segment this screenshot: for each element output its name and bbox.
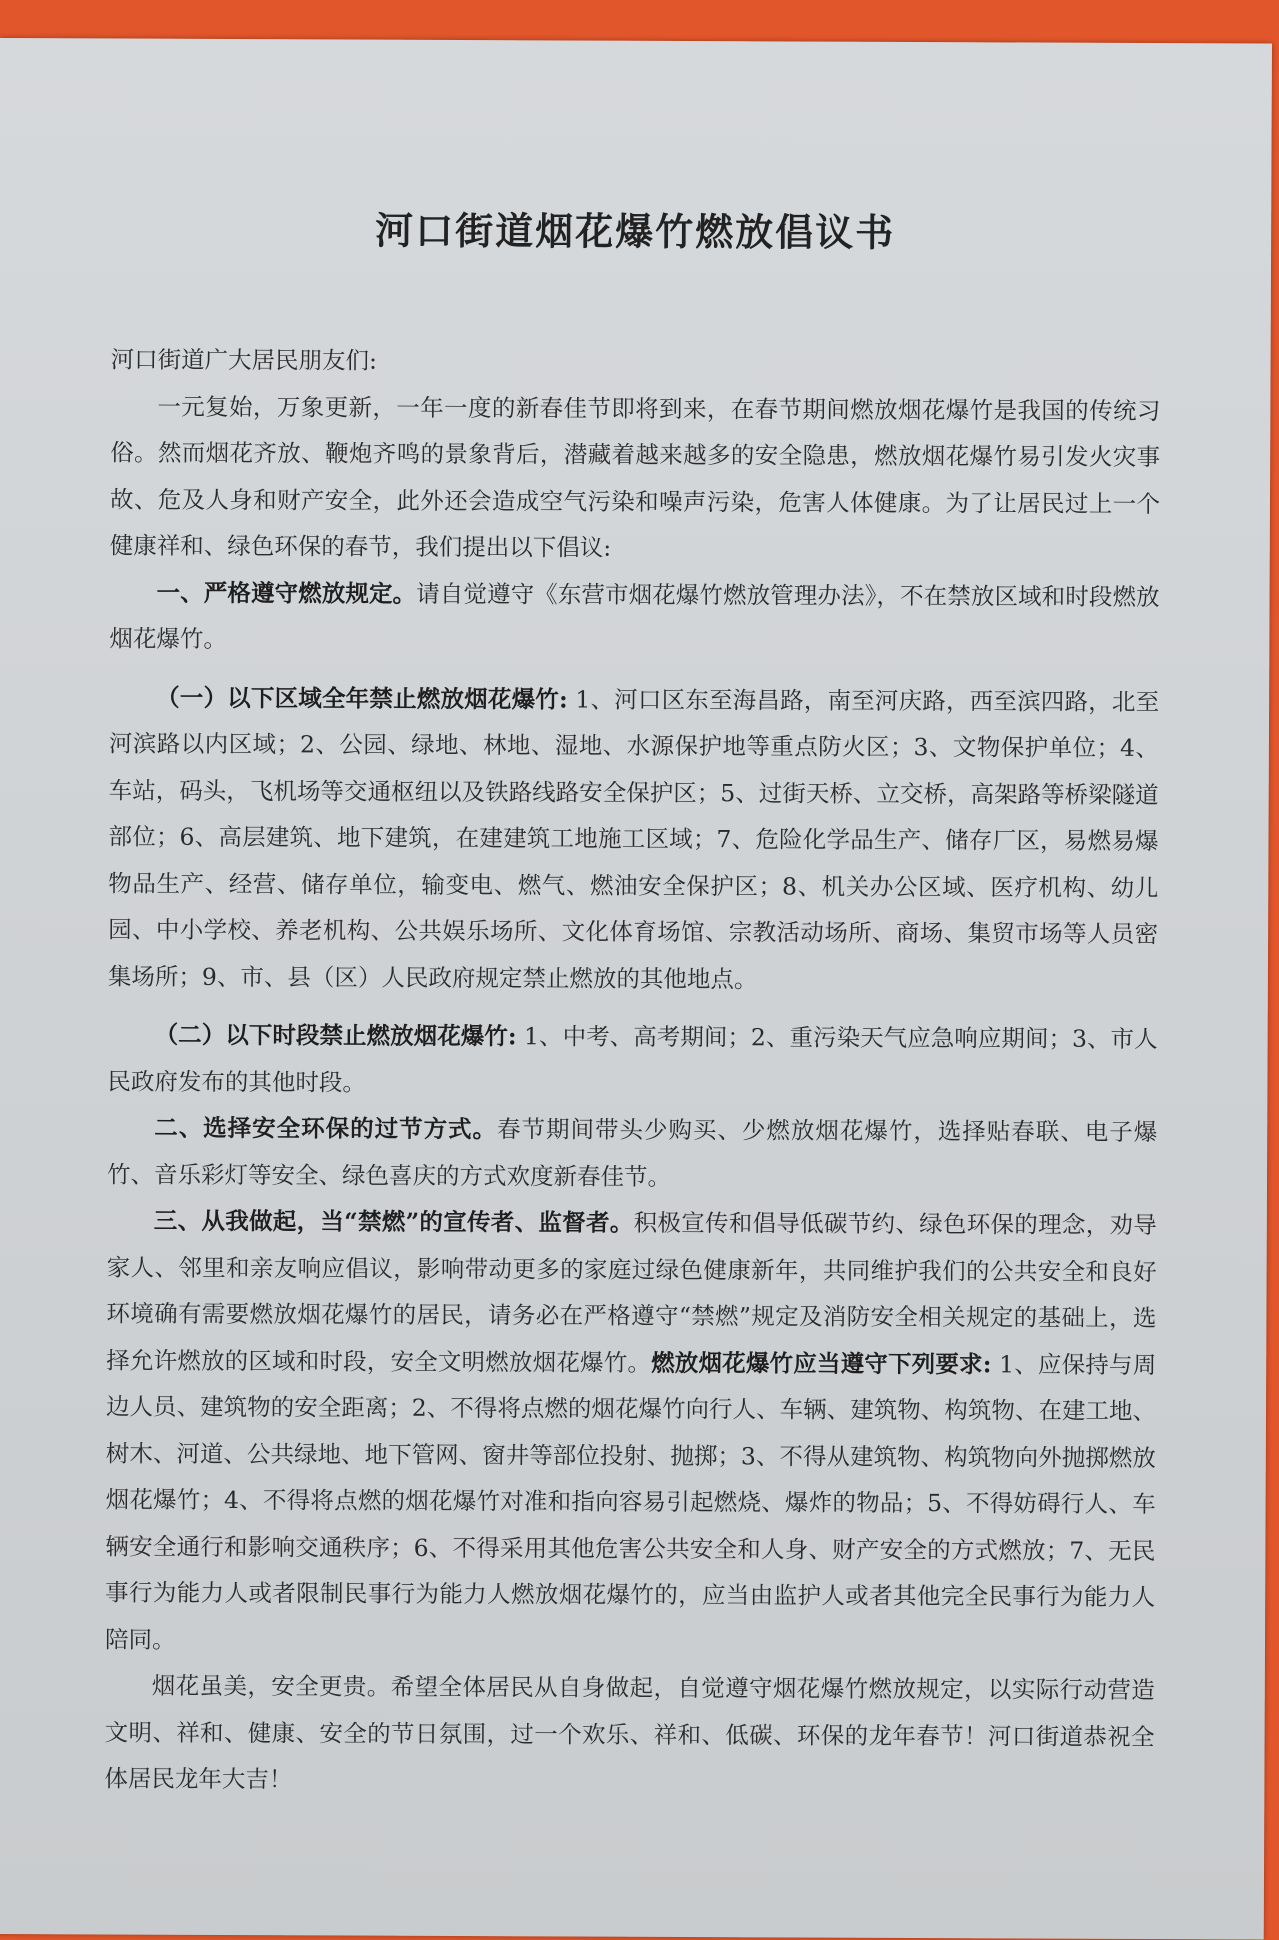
document-body — [104, 336, 1160, 1806]
section-1-sub-1-text: 1、河口区东至海昌路，南至河庆路，西至滨四路，北至河滨路以内区域；2、公园、绿地、林地、湿地、水源保护地等重点防火区；3、文物保护单位；4、车站，码头，飞机场等交通枢纽以及铁路线路安全保护区；5、过街天桥、立交桥，高架路等桥梁隧道部位；6、高层建筑、地下建筑，在建建筑工地施工区域；7、危险化学品生产、储存厂区，易燃易爆物品生产、经营、储存单位，输变电、燃气、燃油安全保护区；8、机关办公区域、医疗机构、幼儿园、中小学校、养老机构、公共娱乐场所、文化体育场馆、宗教活动场所、商场、集贸市场等人员密集场所；9、市、县（区）人民政府规定禁止燃放的其他地点。 — [107, 684, 1160, 993]
salutation: 河口街道广大居民朋友们: — [110, 345, 378, 375]
section-2-text: 春节期间带头少购买、少燃放烟花爆竹，选择贴春联、电子爆竹、音乐彩灯等安全、绿色喜庆的方式欢度新春佳节。 — [106, 1115, 1158, 1191]
document-paper — [0, 38, 1272, 1940]
section-1-sub-2-paragraph — [107, 1011, 1157, 1109]
closing-paragraph: 烟花虽美，安全更贵。希望全体居民从自身做起，自觉遵守烟花爆竹燃放规定，以实际行动营造文明、祥和、健康、安全的节日氛围，过一个欢乐、祥和、低碳、环保的龙年春节！河口街道恭祝全体居民龙年大吉！ — [104, 1671, 1155, 1794]
section-1-sub-2-heading: （二）以下时段禁止燃放烟花爆竹: — [154, 1020, 517, 1051]
section-2-paragraph — [107, 1104, 1157, 1202]
section-1-paragraph — [109, 569, 1159, 667]
document-title: 河口街道烟花爆竹燃放倡议书 — [375, 207, 896, 255]
section-3-heading: 三、从我做起，当“禁燃”的宣传者、监督者。 — [153, 1206, 634, 1237]
section-3-bold-requirements: 燃放烟花爆竹应当遵守下列要求: — [651, 1348, 992, 1378]
intro-paragraph: 一元复始，万象更新，一年一度的新春佳节即将到来，在春节期间燃放烟花爆竹是我国的传统习俗。然而烟花齐放、鞭炮齐鸣的景象背后，潜藏着越来越多的安全隐患，燃放烟花爆竹易引发火灾事故、危及人身和财产安全，此外还会造成空气污染和噪声污染，危害人体健康。为了让居民过上一个健康祥和、绿色环保的春节，我们提出以下倡议: — [109, 392, 1161, 562]
section-3-paragraph — [105, 1197, 1157, 1667]
section-3-text-before: 积极宣传和倡导低碳节约、绿色环保的理念，劝导家人、邻里和亲友响应倡议，影响带动更多的家庭过绿色健康新年，共同维护我们的公共安全和良好环境确有需要燃放烟花爆竹的居民，请务必在严格遵守“禁燃”规定及消防安全相关规定的基础上，选择允许燃放的区域和时段，安全文明燃放烟花爆竹。 — [106, 1208, 1157, 1377]
section-1-heading: 一、严格遵守燃放规定。 — [156, 578, 417, 608]
section-1-text: 请自觉遵守《东营市烟花爆竹燃放管理办法》，不在禁放区域和时段燃放烟花爆竹。 — [109, 579, 1160, 653]
section-1-sub-1-heading: （一）以下区域全年禁止燃放烟花爆竹: — [156, 683, 568, 713]
section-1-sub-1-paragraph — [108, 674, 1159, 1004]
section-3-text-after: 1、应保持与周边人员、建筑物的安全距离；2、不得将点燃的烟花爆竹向行人、车辆、建筑物、构筑物、在建工地、树木、河道、公共绿地、地下管网、窗井等部位投射、抛掷；3、不得从建筑物、构筑物向外抛掷燃放烟花爆竹；4、不得将点燃的烟花爆竹对准和指向容易引起燃烧、爆炸的物品；5、不得妨碍行人、车辆安全通行和影响交通秩序；6、不得采用其他危害公共安全和人身、财产安全的方式燃放；7、无民事行为能力人或者限制民事行为能力人燃放烟花爆竹的，应当由监护人或者其他完全民事行为能力人陪同。 — [104, 1349, 1157, 1654]
section-2-heading: 二、选择安全环保的过节方式。 — [154, 1113, 498, 1144]
section-1-sub-2-text: 1、中考、高考期间；2、重污染天气应急响应期间；3、市人民政府发布的其他时段。 — [107, 1022, 1158, 1097]
